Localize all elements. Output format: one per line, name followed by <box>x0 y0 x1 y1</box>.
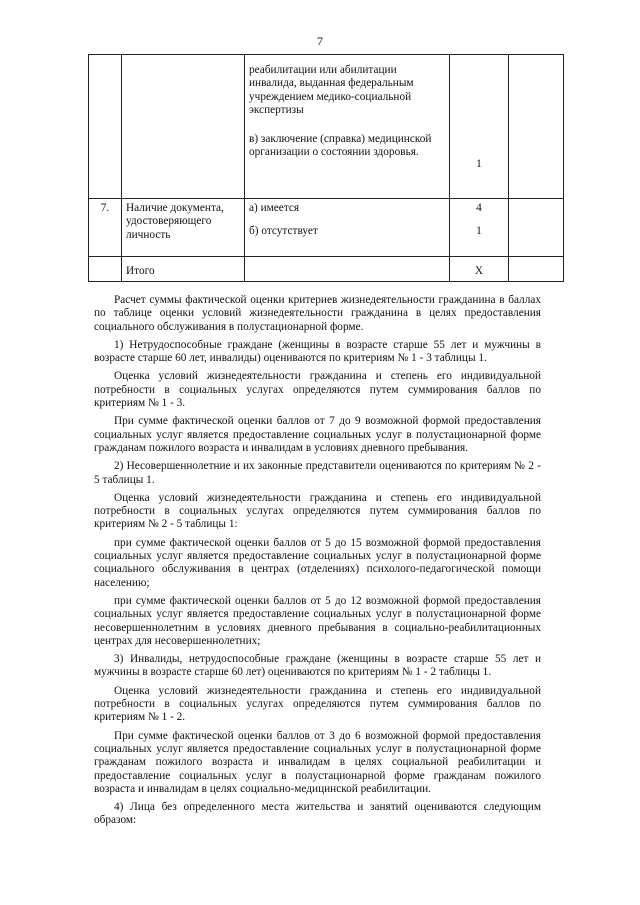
paragraph: 1) Нетрудоспособные граждане (женщины в возрасте старше 55 лет и мужчины в возрасте старше 60 лет, инвалиды) оцениваются по критериям № 1 - 3 таблицы 1. <box>94 338 541 365</box>
paragraph: при сумме фактической оценки баллов от 5 до 15 возможной формой предоставления социальных услуг является предоставление социальных услуг в полустационарной форме социального обслуживания в центрах (отделениях) психолого-педагогической помощи населению; <box>94 536 541 589</box>
row-number-cell: 7. <box>89 199 122 257</box>
answer-a: а) имеется <box>249 202 300 214</box>
body-text <box>94 294 541 833</box>
answer-cell <box>245 199 450 257</box>
empty-cell <box>509 257 564 282</box>
answer-cell <box>245 55 450 199</box>
score-cell <box>450 55 509 199</box>
criteria-table <box>88 54 564 282</box>
total-score-cell: X <box>450 257 509 282</box>
paragraph: 2) Несовершеннолетние и их законные представители оцениваются по критериям № 2 - 5 таблицы 1. <box>94 460 541 486</box>
table-row <box>89 55 564 199</box>
score-b: 1 <box>476 225 482 238</box>
score-a: 4 <box>476 202 482 214</box>
row-number-cell <box>89 257 122 282</box>
table-row <box>89 199 564 257</box>
paragraph: 3) Инвалиды, нетрудоспособные граждане (женщины в возрасте старше 55 лет и мужчины в возрасте старше 60 лет) оцениваются по критериям № 1 - 2 таблицы 1. <box>94 653 541 679</box>
score-cell <box>450 199 509 257</box>
table-row <box>89 257 564 282</box>
empty-cell <box>509 55 564 199</box>
paragraph: При сумме фактической оценки баллов от 3 до 6 возможной формой предоставления социальных услуг является предоставление социальных услуг в полустационарной форме гражданам пожилого возраста и инвалидам в целях социальной реабилитации и предоставление социальных услуг в полустационарной форме гражданам пожилого возраста и инвалидам в целях социально-медицинской реабилитации. <box>94 729 541 795</box>
answer-continuation: реабилитации или абилитации инвалида, выданная федеральным учреждением медико-социальной экспертизы <box>249 64 414 116</box>
score-b: 1 <box>476 158 482 170</box>
paragraph: Расчет суммы фактической оценки критериев жизнедеятельности гражданина в баллах по таблице оценки условий жизнедеятельности гражданина в целях предоставления социального обслуживания в полустационарной форме. <box>94 294 541 333</box>
page-number: 7 <box>317 34 323 48</box>
answer-b: б) отсутствует <box>249 225 318 238</box>
criterion-cell <box>122 55 245 199</box>
paragraph: 4) Лица без определенного места жительства и занятий оцениваются следующим образом: <box>94 801 541 827</box>
answer-cell <box>245 257 450 282</box>
paragraph: Оценка условий жизнедеятельности гражданина и степень его индивидуальной потребности в социальных услугах определяются путем суммирования баллов по критериям № 2 - 5 таблицы 1: <box>94 491 541 531</box>
criterion-cell: Наличие документа, удостоверяющего личность <box>122 199 245 257</box>
row-number-cell <box>89 55 122 199</box>
total-label-cell: Итого <box>122 257 245 282</box>
paragraph: При сумме фактической оценки баллов от 7 до 9 возможной формой предоставления социальных услуг является предоставление социальных услуг в полустационарной форме гражданам пожилого возраста и инвалидам в условиях дневного пребывания. <box>94 415 541 454</box>
paragraph: при сумме фактической оценки баллов от 5 до 12 возможной формой предоставления социальных услуг является предоставление социальных услуг в полустационарной форме несовершеннолетним в условиях дневного пребывания в социально-реабилитационных центрах для несовершеннолетних; <box>94 594 541 647</box>
paragraph: Оценка условий жизнедеятельности гражданина и степень его индивидуальной потребности в социальных услугах определяются путем суммирования баллов по критериям № 1 - 2. <box>94 684 541 724</box>
empty-cell <box>509 199 564 257</box>
answer-b: в) заключение (справка) медицинской организации о состоянии здоровья. <box>249 133 432 159</box>
paragraph: Оценка условий жизнедеятельности гражданина и степень его индивидуальной потребности в социальных услугах определяются путем суммирования баллов по критериям № 1 - 3. <box>94 370 541 410</box>
